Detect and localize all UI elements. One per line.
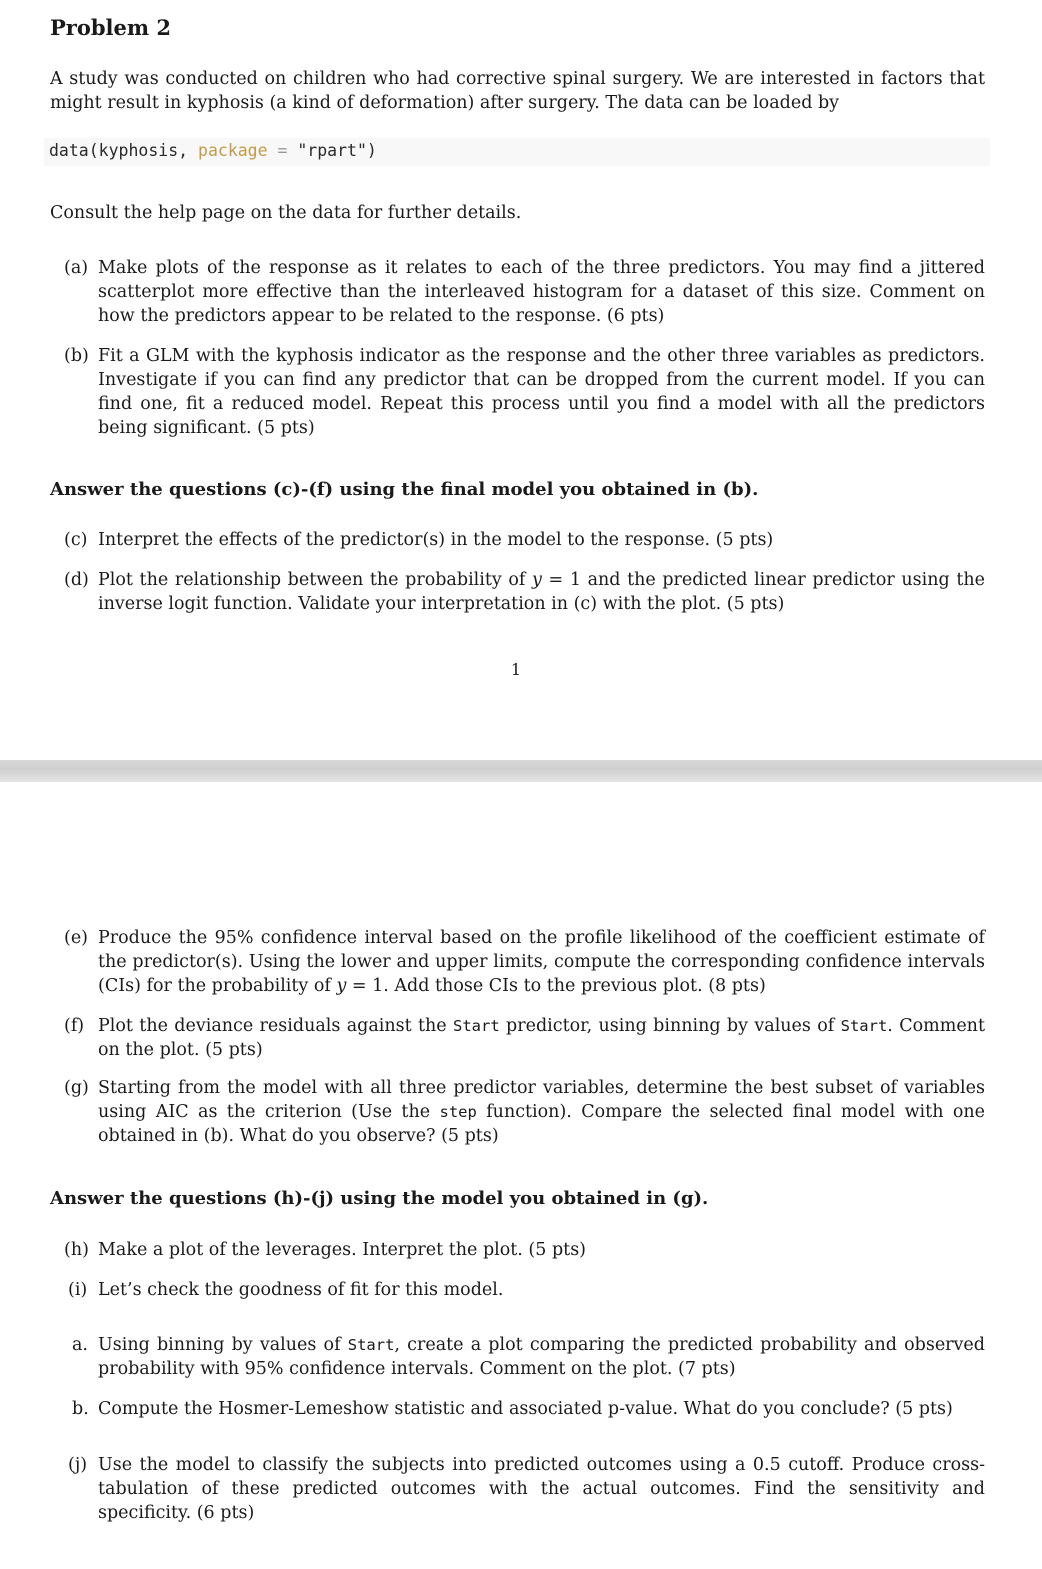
part-e-text-post: = 1. Add those CIs to the previous plot. (8 pts) [346,976,766,996]
sub-b-text: Compute the Hosmer-Lemeshow statistic and associated p-value. What do you conclude? (5 pts) [98,1399,953,1419]
part-c-text: Interpret the effects of the predictor(s) in the model to the response. (5 pts) [98,530,774,550]
problem-title: Problem 2 [50,15,172,40]
part-e-label: (e) [64,928,89,948]
part-j-text: Use the model to classify the subjects into predicted outcomes using a 0.5 cutoff. Produce cross-tabulation of these predicted outcomes with the actual outcomes. Find the sensitivity and specificity. (6 pts) [98,1455,985,1523]
part-d-label: (d) [64,570,89,590]
part-b [50,344,985,440]
part-c-label: (c) [64,530,88,550]
part-e-text-pre: Produce the 95% confidence interval based on the profile likelihood of the coefficient estimate of the predictor(s). Using the lower and upper limits, compute the corresponding confidence intervals (CIs) for the probability of [98,928,985,996]
page-1 [0,0,1042,760]
part-f [50,1014,985,1062]
part-f-text-mid: predictor, using binning by values of [499,1016,841,1036]
part-g-text-pre: Starting from the model with all three predictor variables, determine the best subset of variables using AIC as the criterion (Use the [98,1078,985,1122]
part-a-text: Make plots of the response as it relates to each of the three predictors. You may find a jittered scatterplot more effective than the interleaved histogram for a dataset of this size. Comment on how the predictors appear to be related to the response. (6 pts) [98,258,985,326]
part-c [50,528,985,552]
heading-h-j: Answer the questions (h)-(j) using the model you obtained in (g). [50,1188,709,1209]
part-i-text: Let’s check the goodness of fit for this model. [98,1280,504,1300]
part-b-label: (b) [64,346,89,366]
intro-paragraph: A study was conducted on children who had corrective spinal surgery. We are interested in factors that might result in kyphosis (a kind of deformation) after surgery. The data can be loaded by [50,69,985,113]
part-f-text [98,1014,985,1062]
part-e-text [98,926,985,998]
part-e-variable: y [336,976,347,996]
code-block [44,138,990,166]
page-2 [0,782,1042,1569]
part-h-text: Make a plot of the leverages. Interpret the plot. (5 pts) [98,1240,587,1260]
part-j [50,1453,985,1525]
part-g-code-step: step [439,1103,477,1121]
part-g-label: (g) [64,1078,89,1098]
code-string: "rpart") [297,141,377,160]
part-i-label: (i) [68,1280,88,1300]
part-d-variable: y [532,570,542,590]
page-number: 1 [510,660,522,679]
part-f-label: (f) [64,1016,85,1036]
part-a [50,256,985,328]
part-g [50,1076,985,1148]
part-f-text-pre: Plot the deviance residuals against the [98,1016,454,1036]
part-f-code-start-2: Start [840,1017,888,1035]
page-separator [0,760,1042,782]
part-a-label: (a) [64,258,89,278]
part-h [50,1238,985,1262]
part-f-code-start-1: Start [453,1017,500,1035]
part-g-text-post: function). Compare the selected final model with one obtained in (b). What do you observe? (5 pts) [98,1102,985,1146]
part-d [50,568,985,616]
sub-a-text-pre: Using binning by values of [98,1335,348,1355]
code-line [49,141,377,160]
heading-c-f: Answer the questions (c)-(f) using the final model you obtained in (b). [50,479,759,500]
code-argument: package [198,141,268,160]
part-j-label: (j) [68,1455,88,1475]
consult-paragraph: Consult the help page on the data for further details. [50,203,522,223]
sub-a-text-post: , create a plot comparing the predicted probability and observed probability with 95% confidence intervals. Comment on the plot. (7 pts) [98,1335,985,1379]
sub-a-text [98,1333,985,1381]
code-operator: = [267,141,298,160]
sub-a-label: a. [72,1335,88,1355]
part-g-text [98,1076,985,1148]
part-i-sub-a [50,1333,985,1381]
part-d-text-pre: Plot the relationship between the probability of [98,570,533,590]
code-function: data(kyphosis, [49,141,199,160]
part-i [50,1278,985,1302]
part-f-text-post: . Comment on the plot. (5 pts) [98,1016,985,1060]
sub-a-code-start: Start [347,1336,395,1354]
sub-b-label: b. [72,1399,89,1419]
part-d-text [98,568,985,616]
part-i-sub-b [50,1397,985,1421]
part-b-text: Fit a GLM with the kyphosis indicator as the response and the other three variables as predictors. Investigate if you can find any predictor that can be dropped from the current model. If you can find one, fit a reduced model. Repeat this process until you find a model with all the predictors being significant. (5 pts) [98,346,985,438]
part-e [50,926,985,998]
part-h-label: (h) [64,1240,89,1260]
part-d-text-post: = 1 and the predicted linear predictor using the inverse logit function. Validate your interpretation in (c) with the plot. (5 pts) [98,570,985,614]
